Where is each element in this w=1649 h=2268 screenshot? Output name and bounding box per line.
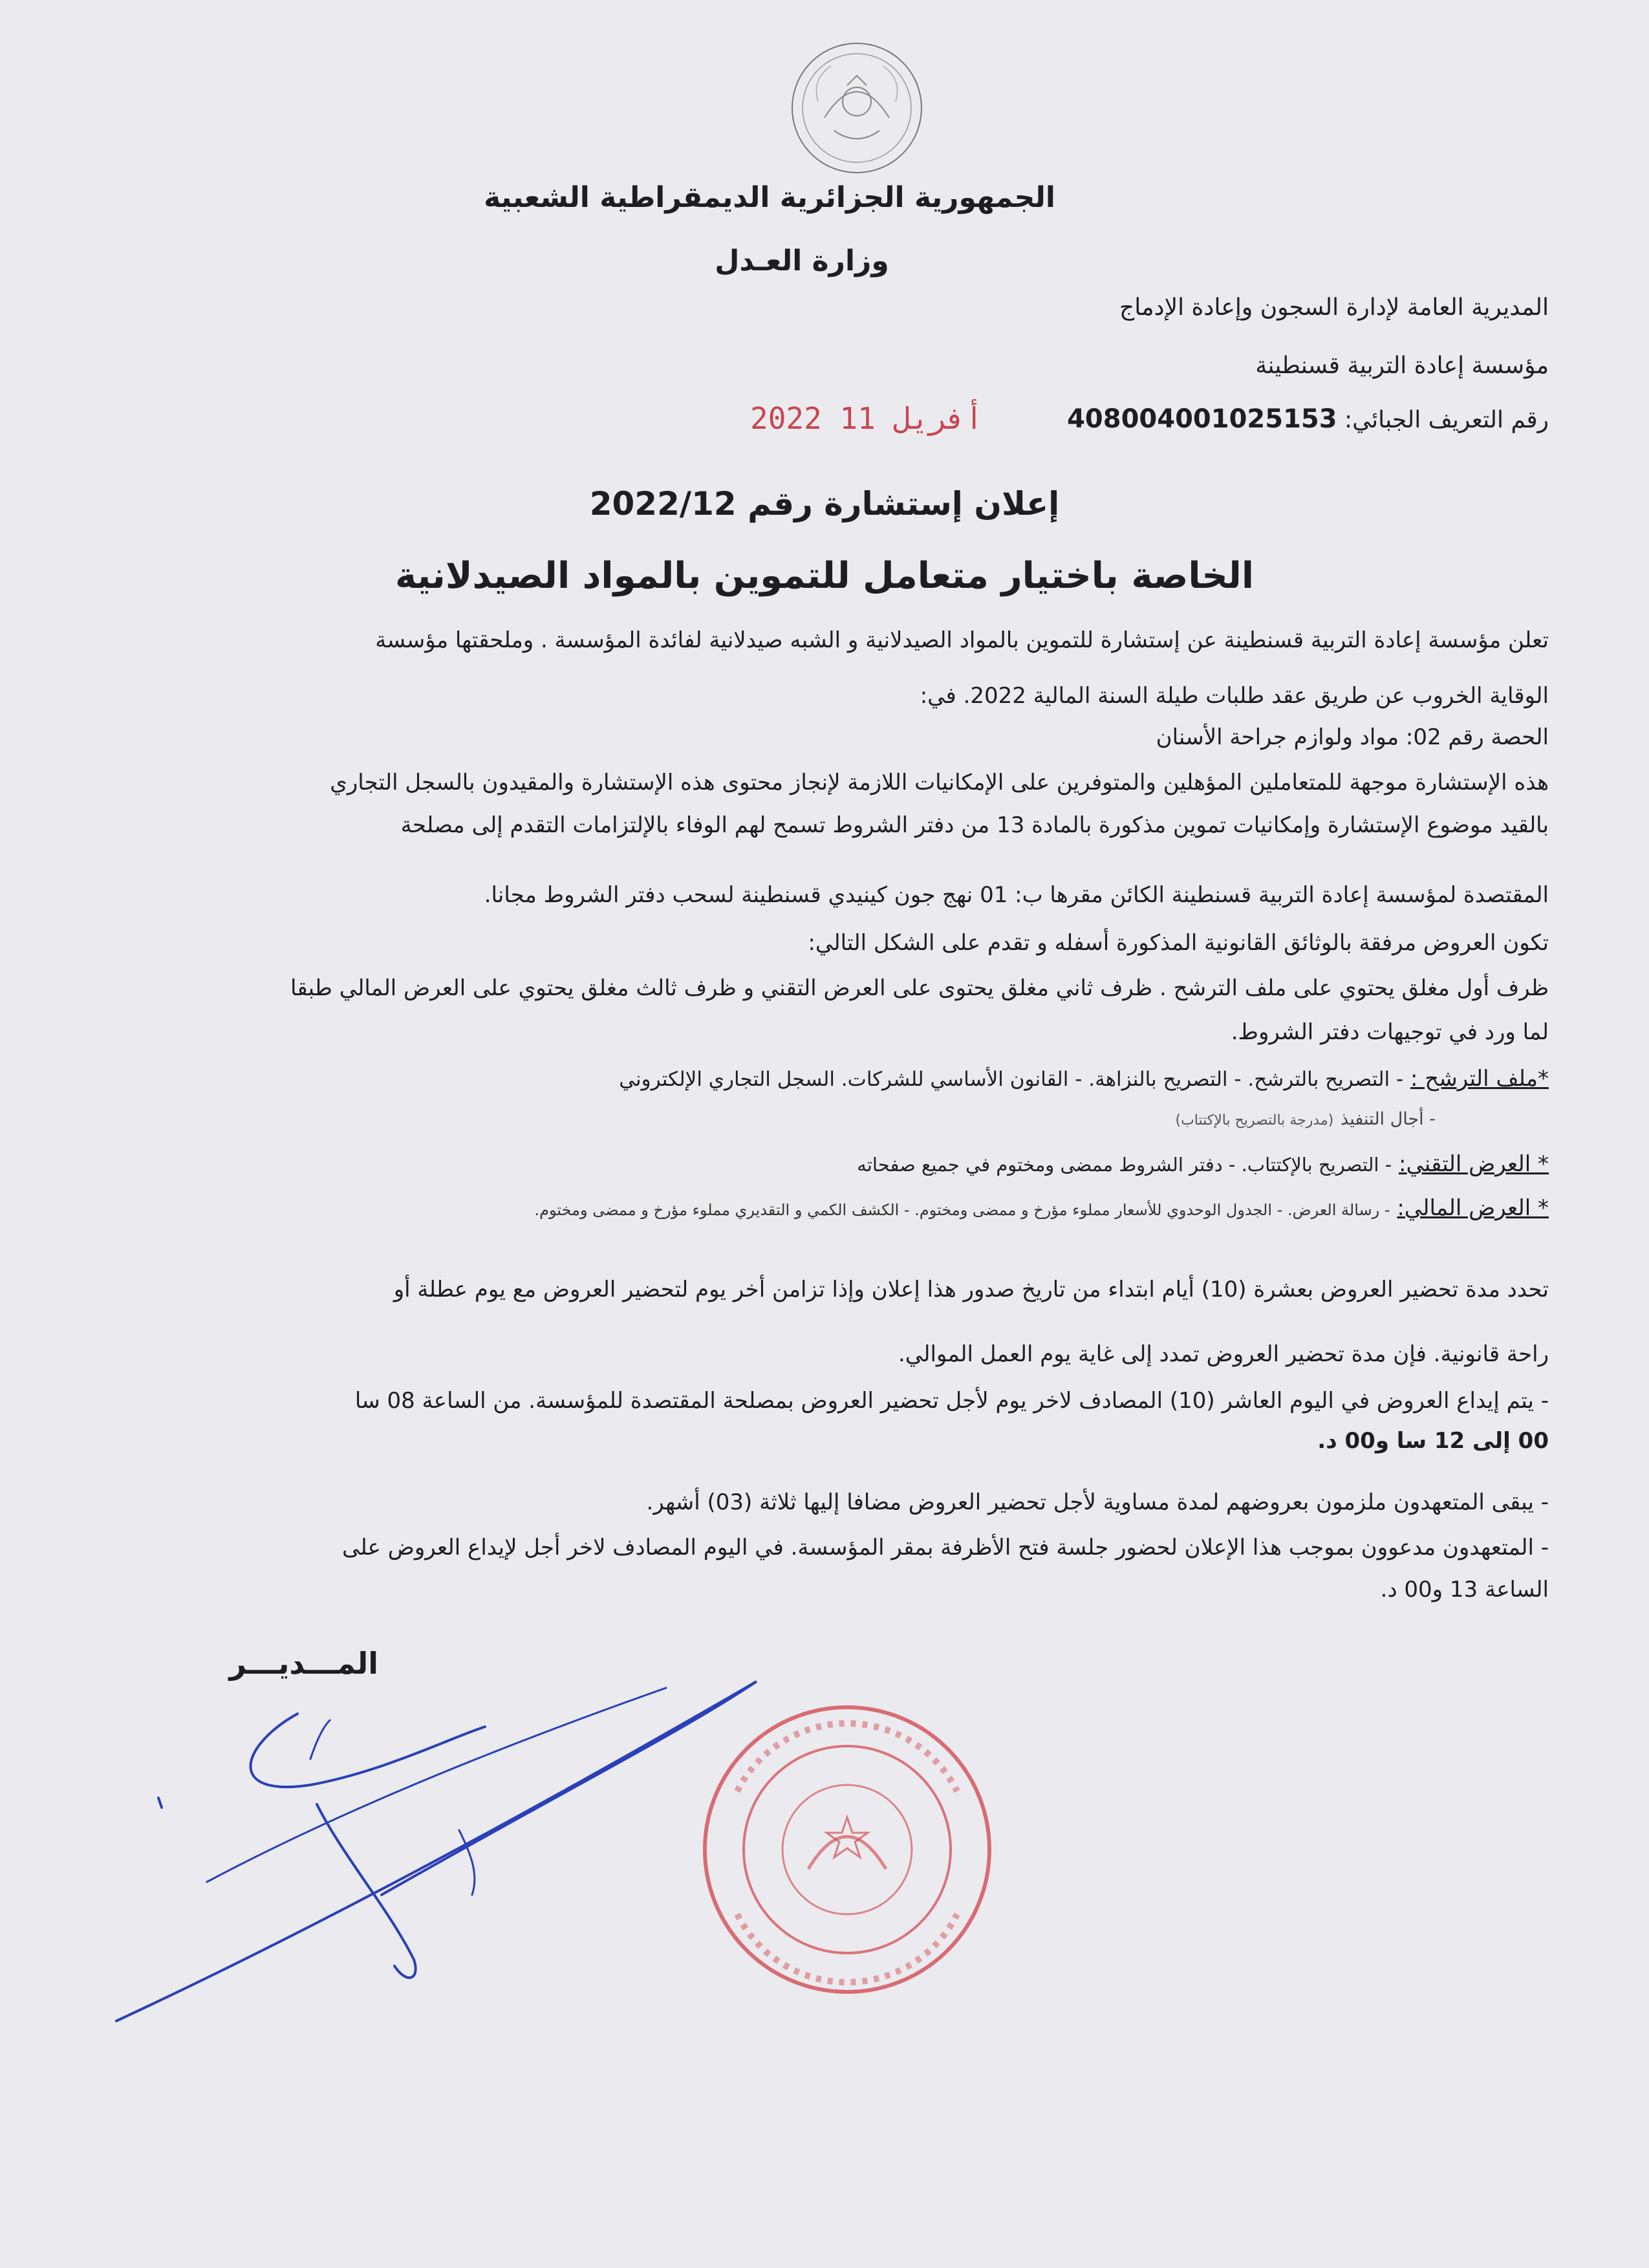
- technical-offer: [100, 1146, 1549, 1183]
- execution-deadline-label: - أجال التنفيذ: [1341, 1109, 1436, 1129]
- offers-intro: تكون العروض مرفقة بالوثائق القانونية المذكورة أسفله و تقدم على الشكل التالي:: [808, 930, 1549, 956]
- target-line-2: بالقيد موضوع الإستشارة وإمكانيات تموين مذكورة بالمادة 13 من دفتر الشروط تسمح لهم الوفاء بالإلتزامات التقدم إلى مصلحة: [400, 812, 1549, 838]
- application-file-items: - التصريح بالترشح. - التصريح بالنزاهة. - القانون الأساسي للشركات. السجل التجاري الإلكتروني: [619, 1068, 1404, 1091]
- director-title: المـــديـــر: [229, 1646, 378, 1681]
- technical-offer-items: - التصريح بالإكتتاب. - دفتر الشروط ممضى ومختوم في جميع صفحاته: [857, 1154, 1392, 1176]
- tax-id-label: رقم التعريف الجبائي:: [1344, 407, 1549, 433]
- tax-id-value: 408004001025153: [1067, 404, 1337, 434]
- directorate-name: المديرية العامة لإدارة السجون وإعادة الإدماج: [1119, 294, 1549, 321]
- target-line-1: هذه الإستشارة موجهة للمتعاملين المؤهلين والمتوفرين على الإمكانيات اللازمة لإنجاز محتوى هذه الإستشارة والمقيدون بالسجل التجاري: [330, 770, 1549, 795]
- director-signature: [110, 1662, 782, 2050]
- deposit-line-2: 00 إلى 12 سا و00 د.: [1317, 1428, 1549, 1454]
- country-name: الجمهورية الجزائرية الديمقراطية الشعبية: [484, 181, 1055, 214]
- target-line-3: المقتصدة لمؤسسة إعادة التربية قسنطينة الكائن مقرها ب: 01 نهج جون كينيدي قسنطينة لسحب دفتر الشروط مجانا.: [484, 882, 1549, 908]
- technical-offer-label: * العرض التقني:: [1398, 1151, 1549, 1177]
- financial-offer-items: - رسالة العرض. - الجدول الوحدوي للأسعار مملوء مؤرخ و ممضى ومختوم. - الكشف الكمي و التقديري مملوء مؤرخ و ممضى ومختوم.: [534, 1201, 1390, 1219]
- tax-id: [1067, 404, 1549, 434]
- national-emblem: [786, 40, 928, 176]
- announcement-title: إعلان إستشارة رقم 2022/12: [589, 485, 1060, 523]
- execution-deadline-note: (مدرجة بالتصريح بالإكتتاب): [1175, 1112, 1334, 1129]
- financial-offer: [100, 1190, 1549, 1228]
- deposit-line-1: - يتم إيداع العروض في اليوم العاشر (10) المصادف لاخر يوم لأجل تحضير العروض بمصلحة المقتصدة للمؤسسة. من الساعة 08 سا: [354, 1388, 1549, 1414]
- envelopes-line-1: ظرف أول مغلق يحتوي على ملف الترشح . ظرف ثاني مغلق يحتوى على العرض التقني و ظرف ثالث مغلق يحتوي على العرض المالي طبقا: [290, 975, 1549, 1001]
- lot-line: الحصة رقم 02: مواد ولوازم جراحة الأسنان: [1156, 724, 1549, 750]
- application-file-label: *ملف الترشح :: [1410, 1066, 1549, 1092]
- opening-line-1: - المتعهدون مدعوون بموجب هذا الإعلان لحضور جلسة فتح الأظرفة بمقر المؤسسة. في اليوم المصادف لاخر أجل لإيداع العروض على: [342, 1535, 1549, 1561]
- institution-name: مؤسسة إعادة التربية قسنطينة: [1255, 352, 1549, 379]
- duration-line-1: تحدد مدة تحضير العروض بعشرة (10) أيام ابتداء من تاريخ صدور هذا إعلان وإذا تزامن أخر يوم لتحضير العروض مع يوم عطلة أو: [393, 1277, 1549, 1302]
- intro-line-1: تعلن مؤسسة إعادة التربية قسنطينة عن إستشارة للتموين بالمواد الصيدلانية و الشبه صيدلانية لفائدة المؤسسة . وملحقتها مؤسسة: [375, 627, 1549, 653]
- announcement-subject: الخاصة باختيار متعامل للتموين بالمواد الصيدلانية: [394, 555, 1255, 597]
- opening-line-2: الساعة 13 و00 د.: [1380, 1577, 1549, 1603]
- validity-line: - يبقى المتعهدون ملزمون بعروضهم لمدة مساوية لأجل تحضير العروض مضافا إليها ثلاثة (03) أشهر.: [646, 1489, 1549, 1515]
- application-file: [100, 1061, 1549, 1097]
- date-stamp: 2022 أفريل 11: [750, 401, 984, 436]
- ministry-name: وزارة العـدل: [715, 244, 889, 277]
- intro-line-2: الوقاية الخروب عن طريق عقد طلبات طيلة السنة المالية 2022. في:: [920, 683, 1549, 709]
- envelopes-line-2: لما ورد في توجيهات دفتر الشروط.: [1231, 1019, 1549, 1045]
- execution-deadline: [0, 1099, 1436, 1139]
- duration-line-2: راحة قانونية. فإن مدة تحضير العروض تمدد إلى غاية يوم العمل الموالي.: [898, 1341, 1549, 1367]
- financial-offer-label: * العرض المالي:: [1397, 1195, 1549, 1221]
